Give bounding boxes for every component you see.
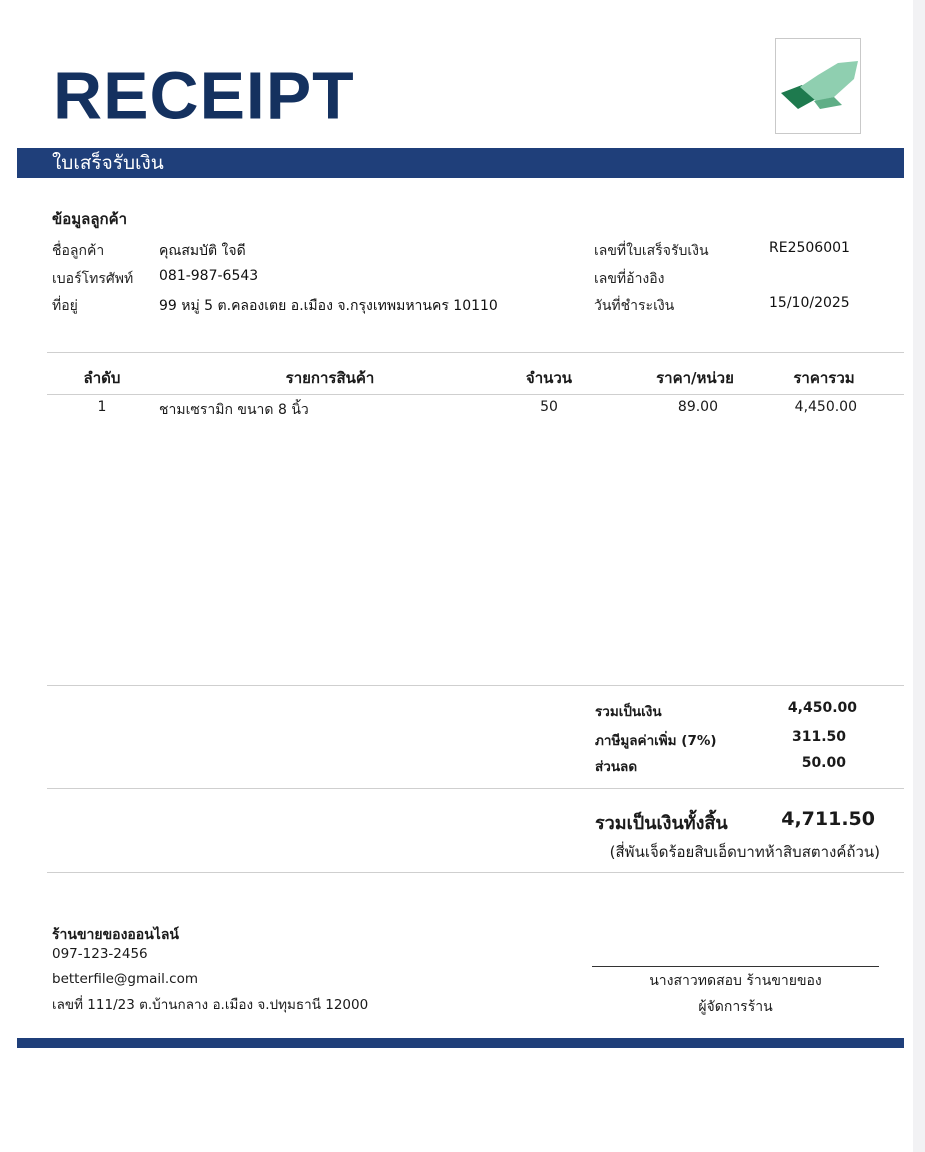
table-bottom-rule <box>47 685 904 686</box>
shop-name: ร้านขายของออนไลน์ <box>52 927 179 943</box>
table-header-rule <box>47 394 904 395</box>
receipt-no-value: RE2506001 <box>769 240 850 256</box>
row-item: ชามเซรามิก ขนาด 8 นิ้ว <box>159 402 309 418</box>
page-edge <box>913 0 925 1152</box>
discount-value: 50.00 <box>801 755 846 771</box>
signatory-name: นางสาวทดสอบ ร้านขายของ <box>649 973 822 989</box>
vat-label: ภาษีมูลค่าเพิ่ม (7%) <box>595 733 717 749</box>
vat-value: 311.50 <box>791 729 846 745</box>
payment-date-value: 15/10/2025 <box>769 295 850 311</box>
table-top-rule <box>47 352 904 353</box>
customer-phone-value: 081-987-6543 <box>159 268 259 284</box>
customer-section-title: ข้อมูลลูกค้า <box>52 210 128 228</box>
shop-phone: 097-123-2456 <box>52 946 148 962</box>
row-no: 1 <box>97 399 107 415</box>
footer-band <box>17 1038 904 1048</box>
grand-total-label: รวมเป็นเงินทั้งสิ้น <box>595 813 728 834</box>
col-header-unit-price: ราคา/หน่วย <box>656 369 734 387</box>
payment-date-label: วันที่ชำระเงิน <box>594 298 675 314</box>
shop-email: betterfile@gmail.com <box>52 971 198 987</box>
reference-no-label: เลขที่อ้างอิง <box>594 271 665 287</box>
row-unit-price: 89.00 <box>677 399 718 415</box>
customer-name-value: คุณสมบัติ ใจดี <box>159 243 246 259</box>
discount-label: ส่วนลด <box>595 759 638 775</box>
signature-line <box>592 966 879 967</box>
subtotal-value: 4,450.00 <box>787 700 857 716</box>
col-header-total: ราคารวม <box>793 369 855 387</box>
signatory-role: ผู้จัดการร้าน <box>698 999 773 1015</box>
company-logo <box>775 38 861 134</box>
document-subtitle: ใบเสร็จรับเงิน <box>52 152 164 174</box>
subtotal-label: รวมเป็นเงิน <box>595 704 662 720</box>
customer-name-label: ชื่อลูกค้า <box>52 243 105 259</box>
summary-rule <box>47 788 904 789</box>
shop-address: เลขที่ 111/23 ต.บ้านกลาง อ.เมือง จ.ปทุมธานี 12000 <box>52 997 369 1013</box>
grand-total-value: 4,711.50 <box>781 808 875 830</box>
col-header-item: รายการสินค้า <box>285 369 375 387</box>
col-header-no: ลำดับ <box>83 369 121 387</box>
receipt-no-label: เลขที่ใบเสร็จรับเงิน <box>594 243 709 259</box>
document-title: RECEIPT <box>53 58 355 134</box>
grand-total-words: (สี่พันเจ็ดร้อยสิบเอ็ดบาทห้าสิบสตางค์ถ้วน) <box>609 843 880 861</box>
customer-address-value: 99 หมู่ 5 ต.คลองเตย อ.เมือง จ.กรุงเทพมหานคร 10110 <box>159 298 498 314</box>
row-qty: 50 <box>540 399 558 415</box>
grand-total-rule <box>47 872 904 873</box>
leaf-logo-icon <box>776 39 862 135</box>
customer-phone-label: เบอร์โทรศัพท์ <box>52 271 134 287</box>
row-total: 4,450.00 <box>794 399 857 415</box>
customer-address-label: ที่อยู่ <box>52 298 78 314</box>
col-header-qty: จำนวน <box>525 369 573 387</box>
